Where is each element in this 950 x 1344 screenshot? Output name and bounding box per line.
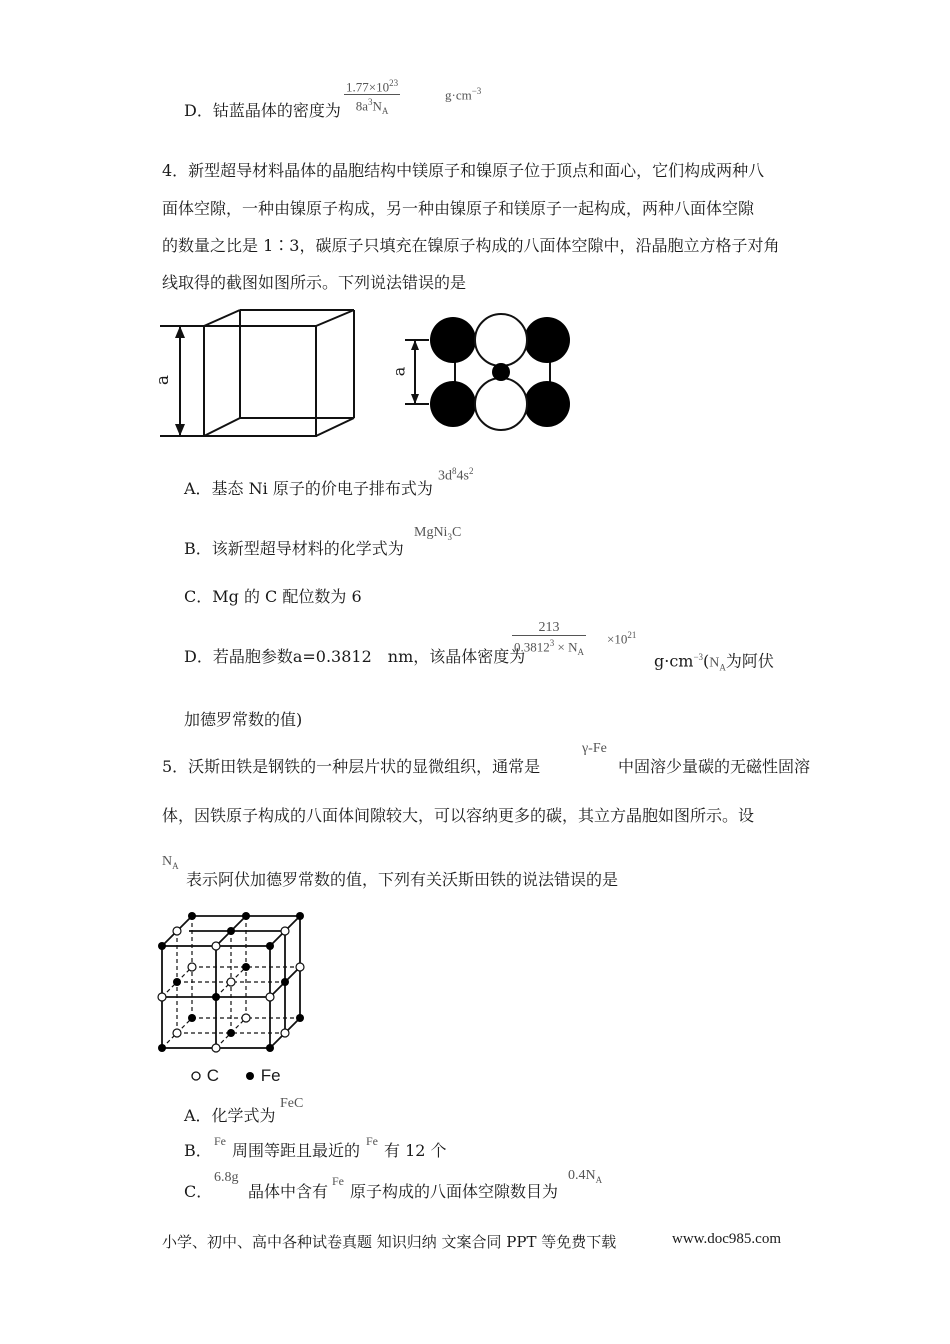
q4-cube-figure [150,300,370,440]
footer-text: 小学、初中、高中各种试卷真题 知识归纳 文案合同 PPT 等免费下载 [162,1233,617,1251]
q5-option-a-math: FeC [280,1096,304,1111]
q4-line-4: 线取得的截图如图所示。下列说法错误的是 [162,273,467,292]
q4-line-2: 面体空隙，一种由镍原子构成，另一种由镍原子和镁原子一起构成，两种八面体空隙 [162,199,755,218]
q3-density-unit: $g\cdot cm^{-3}$ [445,86,482,103]
q4-option-a-math: $3d^84s^2$ [438,466,474,484]
q4-option-d-label: D．若晶胞参数a=0.3812 nm，该晶体密度为 [184,647,526,666]
q4-line-1: 4．新型超导材料晶体的晶胞结构中镁原子和镍原子位于顶点和面心，它们构成两种八 [162,161,765,180]
q4-density-unit: $g\cdot cm^{-3}(N_A$为阿伏 [654,651,774,673]
footer-url[interactable]: www.doc985.com [672,1231,782,1247]
q5-option-b-mid: 周围等距且最近的 [232,1141,361,1160]
q5-option-b-fe-1: Fe [214,1134,226,1148]
q3-density-fraction: $\frac{1.77\times 10^{23}}{8a^3N_A}$ [344,76,400,119]
q5-option-c-answer: $0.4N_A$ [568,1168,603,1185]
q5-option-b-pre: B． [184,1141,212,1160]
q5-line-1-post: 中固溶少量碳的无磁性固溶 [618,757,811,776]
q5-option-c-mass: 6.8g [214,1170,239,1185]
q4-option-d-line-2: 加德罗常数的值) [184,710,303,729]
q5-crystal-figure [150,900,320,1065]
q5-option-b-post: 有 12 个 [384,1141,447,1160]
q4-option-c-label: C．Mg 的 C 配位数为 6 [184,587,362,606]
q5-line-1-pre: 5．沃斯田铁是钢铁的一种层片状的显微组织，通常是 [162,757,541,776]
q4-section-figure [385,305,585,435]
q5-legend-fe: Fe [244,1066,281,1086]
q4-option-b-label: B．该新型超导材料的化学式为 [184,539,404,558]
q5-option-c-fe: Fe [332,1174,344,1188]
q5-option-b-fe-2: Fe [366,1134,378,1148]
filled-circle-icon [244,1070,256,1082]
q4-option-b-math: MgNi$_3$C [414,525,462,542]
q4-line-3: 的数量之比是 1∶3，碳原子只填充在镍原子构成的八面体空隙中，沿晶胞立方格子对角 [162,236,780,255]
q5-line-2: 体，因铁原子构成的八面体间隙较大，可以容纳更多的碳，其立方晶胞如图所示。设 [162,806,755,825]
q5-option-c-pre: C． [184,1182,213,1201]
q4-option-a-label: A．基态 Ni 原子的价电子排布式为 [184,479,433,498]
q5-gamma-fe: γ-Fe [582,741,607,756]
q4-cube-label-a: a [153,374,174,386]
q4-section-label-a: a [389,366,409,377]
q4-density-fraction: $\frac{213}{0.3812^3 \times N_A}$ [512,620,586,660]
q3-option-d-label: D．钴蓝晶体的密度为 [184,101,341,120]
q5-line-3: 表示阿伏加德罗常数的值，下列有关沃斯田铁的说法错误的是 [186,870,619,889]
q5-na: $N_A$ [162,854,179,871]
open-circle-icon [190,1070,202,1082]
q5-legend-c: C [190,1066,219,1086]
q5-option-c-mid: 晶体中含有 [248,1182,329,1201]
q5-option-a-label: A．化学式为 [184,1106,276,1125]
q5-option-c-post: 原子构成的八面体空隙数目为 [350,1182,559,1201]
q4-density-multiplier: $\times 10^{21}$ [607,630,637,647]
